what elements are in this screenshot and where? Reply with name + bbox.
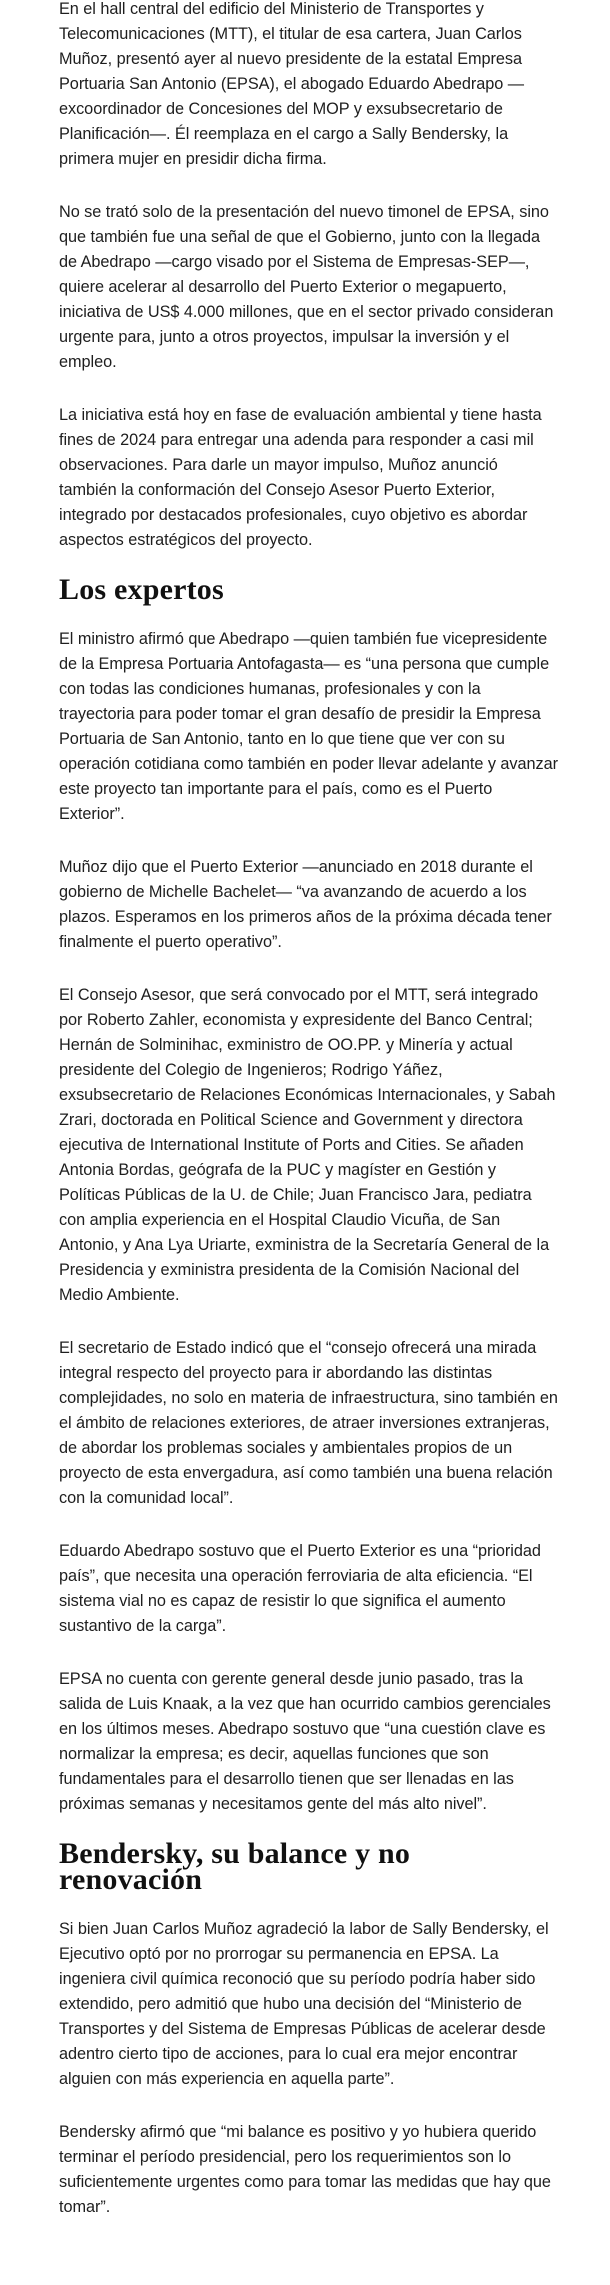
article-paragraph: Muñoz dijo que el Puerto Exterior —anunciado en 2018 durante el gobierno de Michelle Bachelet— “va avanzando de acuerdo a los plazos. Esperamos en los primeros años de la próxima década tener finalmente el puerto operativo”. bbox=[59, 858, 552, 951]
article-paragraph: Eduardo Abedrapo sostuvo que el Puerto Exterior es una “prioridad país”, que necesita una operación ferroviaria de alta eficiencia. “El sistema vial no es capaz de resistir lo que significa el aumento sustantivo de la carga”. bbox=[59, 1542, 541, 1635]
article-paragraph: El Consejo Asesor, que será convocado por el MTT, será integrado por Roberto Zahler, economista y expresidente del Banco Central; Hernán de Solminihac, exministro de OO.PP. y Minería y actual presidente del Colegio de Ingenieros; Rodrigo Yáñez, exsubsecretario de Relaciones Económicas Internacionales, y Sabah Zrari, doctorada en Political Science and Government y directora ejecutiva de International Institute of Ports and Cities. Se añaden Antonia Bordas, geógrafa de la PUC y magíster en Gestión y Políticas Públicas de la U. de Chile; Juan Francisco Jara, pediatra con amplia experiencia en el Hospital Claudio Vicuña, de San Antonio, y Ana Lya Uriarte, exministra de la Secretaría General de la Presidencia y exministra presidenta de la Comisión Nacional del Medio Ambiente. bbox=[59, 986, 556, 1304]
article-paragraph: EPSA no cuenta con gerente general desde junio pasado, tras la salida de Luis Knaak, a la vez que han ocurrido cambios gerenciales en los últimos meses. Abedrapo sostuvo que “una cuestión clave es normalizar la empresa; es decir, aquellas funciones que son fundamentales para el desarrollo tienen que ser llenadas en las próximas semanas y necesitamos gente del más alto nivel”. bbox=[59, 1670, 551, 1813]
article-paragraph: El secretario de Estado indicó que el “consejo ofrecerá una mirada integral respecto del proyecto para ir abordando las distintas complejidades, no solo en materia de infraestructura, sino también en el ámbito de relaciones exteriores, de atraer inversiones extranjeras, de abordar los problemas sociales y ambientales propios de un proyecto de esta envergadura, así como también una buena relación con la comunidad local”. bbox=[59, 1339, 558, 1507]
article-paragraph: Bendersky afirmó que “mi balance es positivo y yo hubiera querido terminar el período presidencial, pero los requerimientos son lo suficientemente urgentes como para tomar las medidas que hay que tomar”. bbox=[59, 2123, 551, 2216]
article-body bbox=[59, 0, 559, 2248]
article-paragraph: No se trató solo de la presentación del nuevo timonel de EPSA, sino que también fue una señal de que el Gobierno, junto con la llegada de Abedrapo —cargo visado por el Sistema de Empresas-SEP—, quiere acelerar al desarrollo del Puerto Exterior o megapuerto, iniciativa de US$ 4.000 millones, que en el sector privado consideran urgente para, junto a otros proyectos, impulsar la inversión y el empleo. bbox=[59, 203, 554, 371]
article-paragraph: Si bien Juan Carlos Muñoz agradeció la labor de Sally Bendersky, el Ejecutivo optó por no prorrogar su permanencia en EPSA. La ingeniera civil química reconoció que su período podría haber sido extendido, pero admitió que hubo una decisión del “Ministerio de Transportes y del Sistema de Empresas Públicas de acelerar desde adentro cierto tipo de acciones, para lo cual era mejor encontrar alguien con más experiencia en aquella parte”. bbox=[59, 1920, 549, 2088]
article-paragraph: La iniciativa está hoy en fase de evaluación ambiental y tiene hasta fines de 2024 para entregar una adenda para responder a casi mil observaciones. Para darle un mayor impulso, Muñoz anunció también la conformación del Consejo Asesor Puerto Exterior, integrado por destacados profesionales, cuyo objetivo es abordar aspectos estratégicos del proyecto. bbox=[59, 406, 542, 549]
section-heading-bendersky: Bendersky, su balance y no renovación bbox=[59, 1837, 411, 1896]
section-heading-los-expertos: Los expertos bbox=[59, 573, 224, 606]
article-paragraph: El ministro afirmó que Abedrapo —quien también fue vicepresidente de la Empresa Portuaria Antofagasta— es “una persona que cumple con todas las condiciones humanas, profesionales y con la trayectoria para poder tomar el gran desafío de presidir la Empresa Portuaria de San Antonio, tanto en lo que tiene que ver con su operación cotidiana como también en poder llevar adelante y avanzar este proyecto tan importante para el país, como es el Puerto Exterior”. bbox=[59, 630, 558, 823]
article-paragraph: En el hall central del edificio del Ministerio de Transportes y Telecomunicaciones (MTT), el titular de esa cartera, Juan Carlos Muñoz, presentó ayer al nuevo presidente de la estatal Empresa Portuaria San Antonio (EPSA), el abogado Eduardo Abedrapo —excoordinador de Concesiones del MOP y exsubsecretario de Planificación—. Él reemplaza en el cargo a Sally Bendersky, la primera mujer en presidir dicha firma. bbox=[59, 0, 525, 168]
